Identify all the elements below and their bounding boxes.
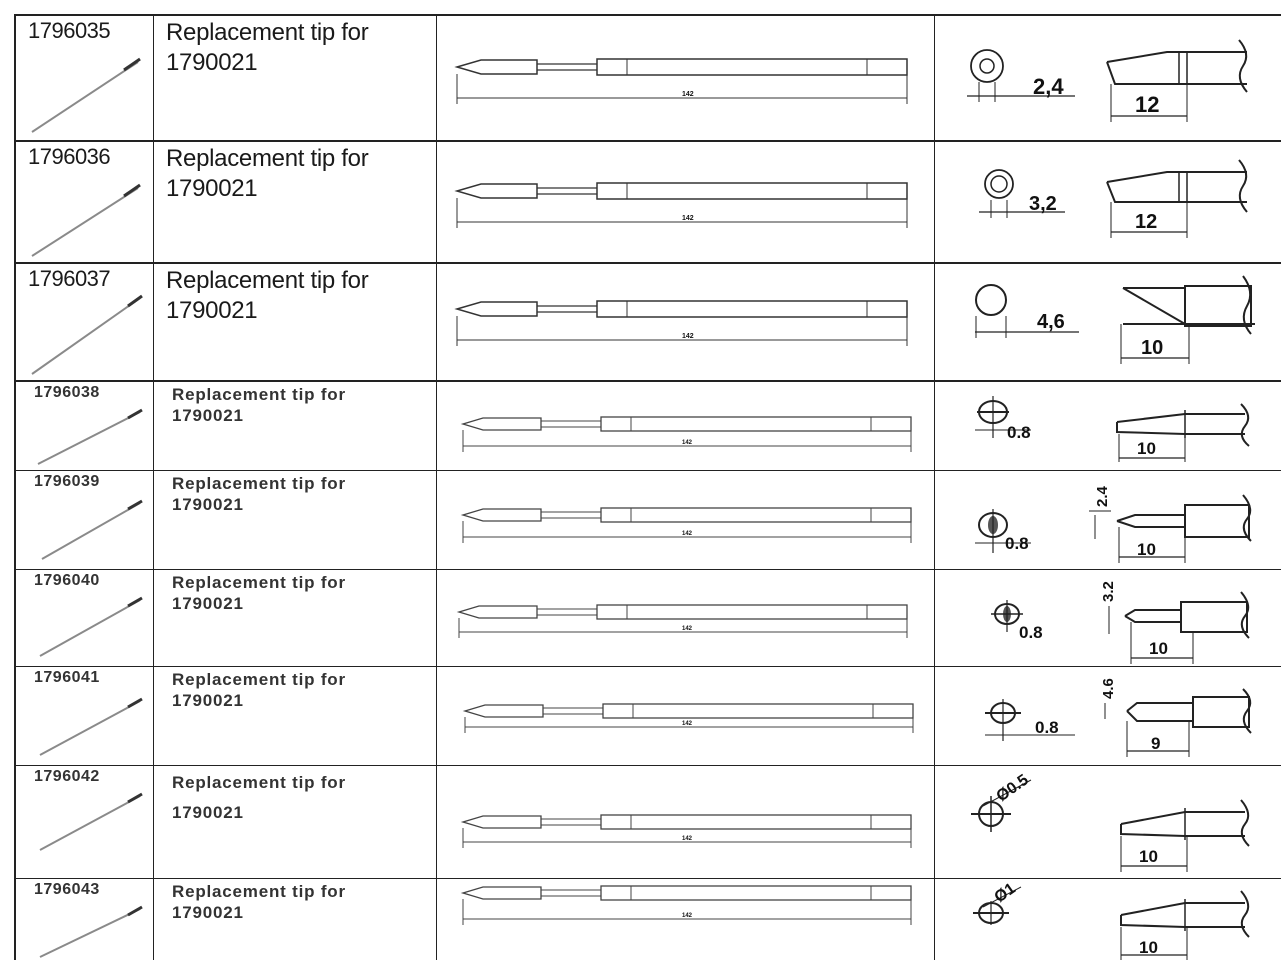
description-cell <box>154 382 437 470</box>
product-id: 1796039 <box>34 473 100 490</box>
description-cell <box>154 879 437 960</box>
description-line: Replacement tip for <box>166 267 369 294</box>
dimension-cell <box>935 140 1281 262</box>
tip-profile-drawing <box>935 140 1281 262</box>
tip-drawing-cell <box>437 570 935 666</box>
tip-length: 12 <box>1135 92 1160 117</box>
table-row <box>0 879 1281 960</box>
product-id: 1796041 <box>34 669 100 686</box>
tip-drawing-cell <box>437 140 935 262</box>
tip-photo-icon <box>16 14 146 140</box>
product-id: 1796043 <box>34 881 100 898</box>
tip-width: 4.6 <box>1100 678 1117 699</box>
tip-drawing-cell <box>437 879 935 960</box>
description-model: 1790021 <box>166 297 258 324</box>
id-cell <box>14 14 154 140</box>
tip-profile-drawing <box>935 471 1281 569</box>
tip-photo-icon <box>16 382 146 470</box>
tip-profile-drawing <box>935 570 1281 666</box>
tip-drawing-cell <box>437 382 935 470</box>
table-row <box>0 471 1281 569</box>
table-row <box>0 14 1281 140</box>
description <box>172 384 346 426</box>
description-line: Replacement tip for <box>172 670 346 689</box>
tip-diameter: Ø1 <box>991 880 1019 907</box>
description <box>172 473 346 515</box>
table-row <box>0 766 1281 878</box>
description-line: Replacement tip for <box>172 573 346 592</box>
tip-length: 10 <box>1141 337 1164 359</box>
product-id: 1796037 <box>28 266 111 291</box>
tip-photo-icon <box>16 766 146 878</box>
product-id: 1796040 <box>34 572 100 589</box>
tip-diameter: Ø0.5 <box>993 771 1032 806</box>
tip-diameter: 4,6 <box>1037 311 1065 333</box>
tip-profile-drawing <box>935 382 1281 470</box>
length-label: 142 <box>682 531 693 537</box>
dimension-cell <box>935 471 1281 569</box>
tip-photo-icon <box>16 140 146 262</box>
dimension-cell <box>935 766 1281 878</box>
length-label: 142 <box>682 440 693 446</box>
tip-drawing <box>437 667 935 765</box>
tip-length: 10 <box>1139 847 1158 866</box>
tip-length: 10 <box>1137 540 1156 559</box>
table-row <box>0 140 1281 262</box>
tip-drawing <box>437 14 935 140</box>
tip-drawing-cell <box>437 14 935 140</box>
description-line: Replacement tip for <box>172 474 346 493</box>
tip-length: 9 <box>1151 734 1161 753</box>
description-line: Replacement tip for <box>166 145 369 172</box>
description <box>172 881 346 923</box>
tip-drawing <box>437 879 935 960</box>
description-model: 1790021 <box>172 594 244 613</box>
tip-drawing-cell <box>437 766 935 878</box>
tip-width: 3.2 <box>1100 581 1117 602</box>
tip-photo-icon <box>16 262 146 380</box>
tip-drawing-cell <box>437 667 935 765</box>
id-cell <box>14 382 154 470</box>
tip-diameter: 0.8 <box>1035 718 1059 737</box>
id-cell <box>14 766 154 878</box>
id-cell <box>14 570 154 666</box>
tip-length: 12 <box>1135 211 1158 233</box>
tip-photo-icon <box>16 879 146 960</box>
description-model: 1790021 <box>172 495 244 514</box>
length-label: 142 <box>682 626 693 632</box>
tip-diameter: 0.8 <box>1019 623 1043 642</box>
table-row <box>0 382 1281 470</box>
description-line: Replacement tip for <box>166 19 369 46</box>
tip-drawing <box>437 140 935 262</box>
tip-length: 10 <box>1139 938 1158 957</box>
tip-photo-icon <box>16 667 146 765</box>
tip-diameter: 2,4 <box>1033 74 1064 99</box>
tip-profile-drawing <box>935 262 1281 380</box>
tip-diameter: 0.8 <box>1005 534 1029 553</box>
description-line: Replacement tip for <box>172 773 346 792</box>
tip-drawing <box>437 766 935 878</box>
product-id: 1796036 <box>28 144 111 169</box>
id-cell <box>14 262 154 380</box>
description-cell <box>154 14 437 140</box>
dimension-cell <box>935 667 1281 765</box>
table-row <box>0 667 1281 765</box>
divider <box>14 14 1281 16</box>
description <box>166 18 368 78</box>
description-model: 1790021 <box>172 803 244 822</box>
description-cell <box>154 262 437 380</box>
product-id: 1796035 <box>28 18 111 43</box>
product-id: 1796042 <box>34 768 100 785</box>
description-model: 1790021 <box>172 903 244 922</box>
tip-width: 2.4 <box>1094 486 1111 507</box>
table-row <box>0 262 1281 380</box>
dimension-cell <box>935 382 1281 470</box>
id-cell <box>14 471 154 569</box>
description-model: 1790021 <box>172 406 244 425</box>
tip-profile-drawing <box>935 667 1281 765</box>
tip-drawing-cell <box>437 262 935 380</box>
description-model: 1790021 <box>172 691 244 710</box>
tip-drawing-cell <box>437 471 935 569</box>
id-cell <box>14 667 154 765</box>
description <box>166 144 368 204</box>
description <box>172 572 346 614</box>
description-line: Replacement tip for <box>172 882 346 901</box>
length-label: 142 <box>682 836 693 842</box>
dimension-cell <box>935 14 1281 140</box>
length-label: 142 <box>682 721 693 727</box>
tip-diameter: 0.8 <box>1007 423 1031 442</box>
tip-photo-icon <box>16 570 146 666</box>
id-cell <box>14 140 154 262</box>
description-cell <box>154 667 437 765</box>
description-cell <box>154 471 437 569</box>
description <box>172 669 346 711</box>
description-model: 1790021 <box>166 175 258 202</box>
tip-profile-drawing <box>935 14 1281 140</box>
dimension-cell <box>935 262 1281 380</box>
length-label: 142 <box>682 215 694 222</box>
description-cell <box>154 766 437 878</box>
tip-length: 10 <box>1137 439 1156 458</box>
id-cell <box>14 879 154 960</box>
tip-diameter: 3,2 <box>1029 193 1057 215</box>
tip-drawing <box>437 262 935 380</box>
description-model: 1790021 <box>166 49 258 76</box>
tip-photo-icon <box>16 471 146 569</box>
description-line: Replacement tip for <box>172 385 346 404</box>
tip-drawing <box>437 471 935 569</box>
length-label: 142 <box>682 91 694 98</box>
tip-length: 10 <box>1149 639 1168 658</box>
tip-drawing <box>437 382 935 470</box>
tip-profile-drawing <box>935 879 1281 960</box>
dimension-cell <box>935 879 1281 960</box>
table-row <box>0 570 1281 666</box>
description <box>166 266 368 326</box>
description <box>172 768 346 828</box>
length-label: 142 <box>682 333 694 340</box>
tip-profile-drawing <box>935 766 1281 878</box>
dimension-cell <box>935 570 1281 666</box>
product-id: 1796038 <box>34 384 100 401</box>
description-cell <box>154 570 437 666</box>
description-cell <box>154 140 437 262</box>
tip-drawing <box>437 570 935 666</box>
length-label: 142 <box>682 913 693 919</box>
